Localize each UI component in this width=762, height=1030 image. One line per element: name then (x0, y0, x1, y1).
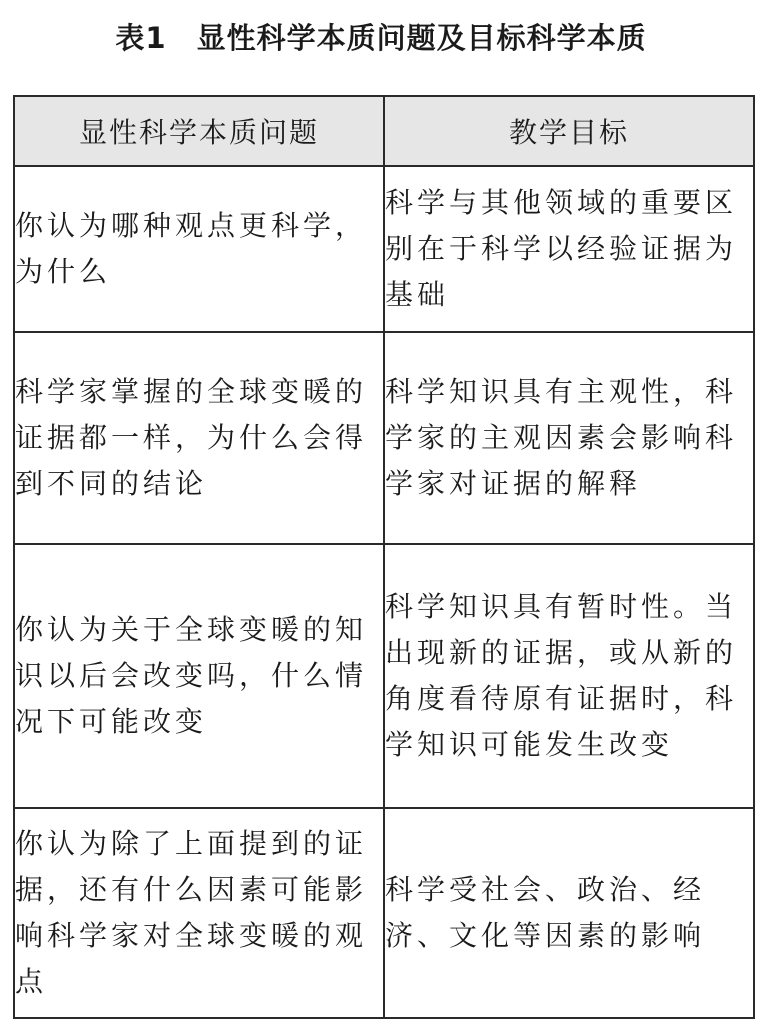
table-caption (0, 16, 762, 60)
goal-cell: 科学知识具有主观性，科学家的主观因素会影响科学家对证据的解释 (384, 332, 754, 544)
question-cell: 你认为关于全球变暖的知识以后会改变吗，什么情况下可能改变 (14, 544, 384, 808)
goal-cell: 科学与其他领域的重要区别在于科学以经验证据为基础 (384, 166, 754, 332)
question-cell: 你认为哪种观点更科学，为什么 (14, 166, 384, 332)
goal-cell: 科学受社会、政治、经济、文化等因素的影响 (384, 808, 754, 1018)
table-row (14, 808, 754, 1018)
table-number: 表1 (115, 21, 167, 55)
header-teaching-goals: 教学目标 (384, 96, 754, 166)
goal-cell: 科学知识具有暂时性。当出现新的证据，或从新的角度看待原有证据时，科学知识可能发生改变 (384, 544, 754, 808)
table-row (14, 166, 754, 332)
nature-of-science-table (13, 95, 755, 1019)
table-title: 显性科学本质问题及目标科学本质 (196, 21, 647, 55)
table-header-row (14, 96, 754, 166)
table-row (14, 544, 754, 808)
question-cell: 你认为除了上面提到的证据，还有什么因素可能影响科学家对全球变暖的观点 (14, 808, 384, 1018)
table-row (14, 332, 754, 544)
header-questions: 显性科学本质问题 (14, 96, 384, 166)
question-cell: 科学家掌握的全球变暖的证据都一样，为什么会得到不同的结论 (14, 332, 384, 544)
